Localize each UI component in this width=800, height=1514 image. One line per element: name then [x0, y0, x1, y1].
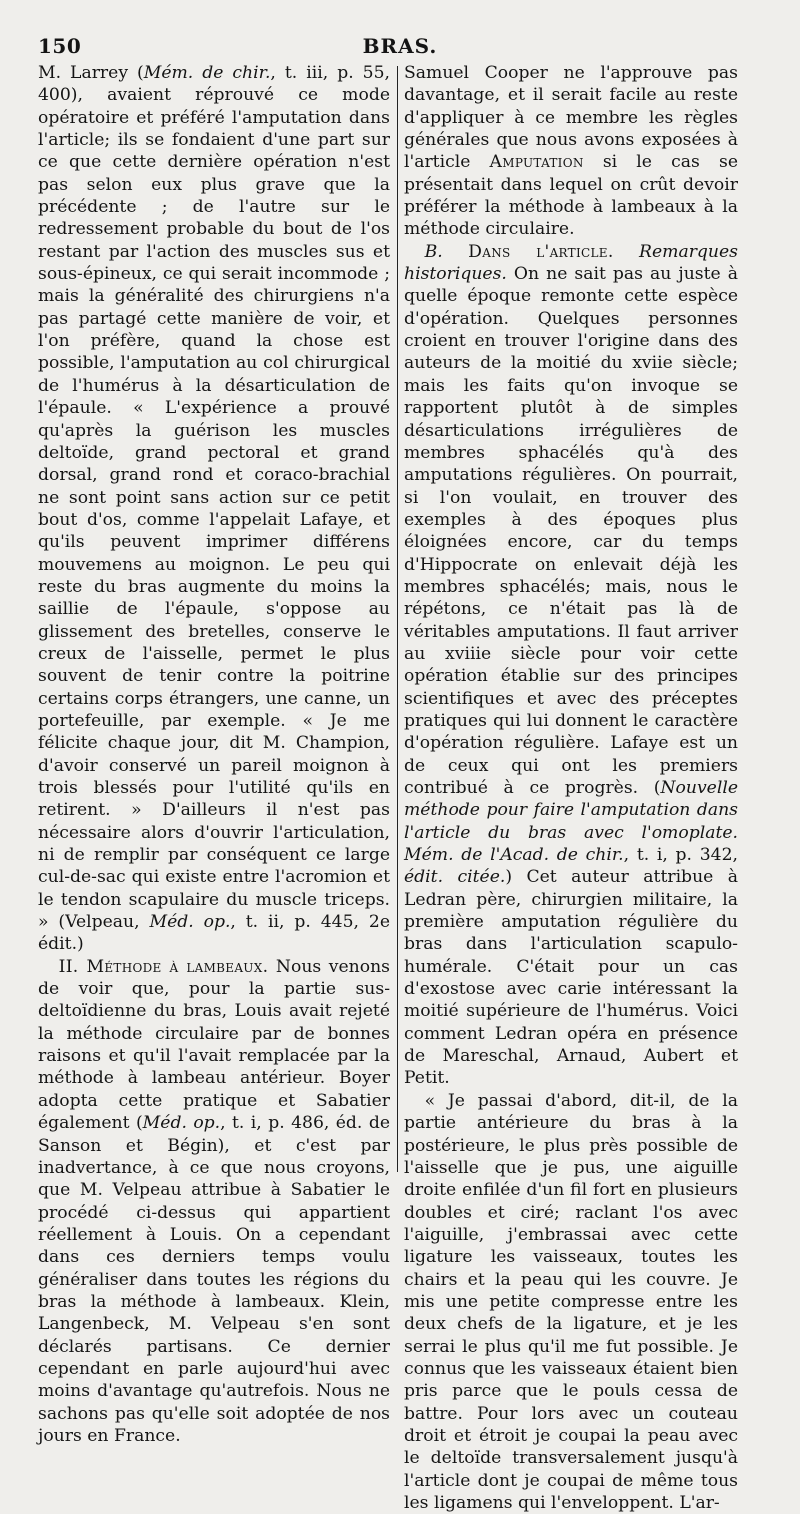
citation: édit. citée.	[404, 867, 506, 888]
paragraph	[38, 62, 390, 956]
text-run: « Je passai d'abord, dit-il, de la partie antérieure du bras à la postérieure, le plus près possible de l'aisselle que je pus, une aiguille droite enfilée d'un fil fort en plusieurs doubles et ciré; raclant l'os avec l'aiguille, j'embrassai avec cette ligature les vaisseaux, toutes les chairs et la peau qui les couvre. Je mis une petite compresse entre les deux chefs de la ligature, et je les serrai le plus qu'il me fut possible. Je connus que les vaisseaux étaient bien pris parce que le pouls cessa de battre. Pour lors avec un couteau droit et étroit je coupai la peau avec le deltoïde transversalement jusqu'à l'article dont je coupai de même tous les ligamens qui l'enveloppent. L'ar-	[404, 1090, 738, 1513]
section-title: Remarques historiques.	[404, 241, 738, 285]
text-run: , t. iii, p. 55, 400), avaient réprouvé ce mode opératoire et préféré l'amputation dans l'article; ils se fondaient d'une part sur ce que cette dernière opération n'est pas selon eux plus grave que la précédente ; de l'autre sur le redressement probable du bout de l'os restant par l'action des muscles sus et sous-épineux, ce qui serait incommode ; mais la généralité des chirurgiens n'a pas partagé cette manière de voir, et l'on préfère, quand la chose est possible, l'amputation au col chirurgical de l'humérus à la désarticulation de l'épaule. « L'expérience a prouvé qu'après la guérison les muscles deltoïde, grand pectoral et grand dorsal, grand rond et coraco-brachial ne sont point sans action sur ce petit bout d'os, comme l'appelait Lafaye, et qu'ils peuvent imprimer différens mouvemens au moignon. Le peu qui reste du bras augmente du moins la saillie de l'épaule, s'oppose au glissement des bretelles, conserve le creux de l'aisselle, permet le plus souvent de tenir contre la poitrine certains corps étrangers, une canne, un portefeuille, par exemple. « Je me félicite chaque jour, dit M. Champion, d'avoir conservé un pareil moignon à trois blessés pour l'utilité qu'ils en retirent. » D'ailleurs il n'est pas nécessaire alors d'ouvrir l'articulation, ni de remplir par conséquent ce large cul-de-sac qui existe entre l'acromion et le tendon scapulaire du muscle triceps. » (Velpeau,	[38, 63, 390, 933]
column-divider	[397, 66, 398, 1172]
text-run: ) Cet auteur attribue à Ledran père, chirurgien militaire, la première amputation régulière du bras dans l'articulation scapulo-humérale. C'était pour un cas d'exostose avec carie intéressant la moitié supérieure de l'humérus. Voici comment Ledran opéra en présence de Mareschal, Arnaud, Aubert et Petit.	[404, 867, 738, 1089]
text-run: Samuel Cooper ne l'approuve pas davantage, et il serait facile au reste d'appliquer à ce membre les règles générales que nous avons exposées à l'article	[404, 63, 738, 173]
text-run: , t. i, p. 486, éd. de Sanson et Bégin), et c'est par inadvertance, à ce que nous croyons, que M. Velpeau attribue à Sabatier le procédé ci-dessus qui appartient réellement à Louis. On a cependant dans ces derniers temps voulu généraliser dans toutes les régions du bras la méthode à lambeaux. Klein, Langenbeck, M. Velpeau s'en sont déclarés partisans. Ce dernier cependant en parle aujourd'hui avec moins d'avantage qu'autrefois. Nous ne sachons pas qu'elle soit adoptée de nos jours en France.	[38, 1113, 390, 1446]
text-run: On ne sait pas au juste à quelle époque remonte cette espèce d'opération. Quelques personnes croient en trouver l'origine dans des auteurs de la moitié du xviie siècle; mais les faits qu'on invoque se rapportent plutôt à de simples désarticulations irrégulières de membres sphacélés qu'à des amputations régulières. On pourrait, si l'on voulait, en trouver des exemples à des époques plus éloignées encore, car du temps d'Hippocrate on enlevait déjà les membres sphacélés; mais, nous le répétons, ce n'était pas là de véritables amputations. Il faut arriver au xviiie siècle pour voir cette opération établie sur des principes scientifiques et avec des préceptes pratiques qui lui donnent le caractère d'opération régulière. Lafaye est un de ceux qui ont les premiers contribué à ce progrès. (	[404, 264, 738, 798]
citation: Nouvelle méthode pour faire l'amputation dans l'article du bras avec l'omoplate. Mém. de l'Acad. de chir.	[404, 778, 738, 866]
paragraph	[404, 1090, 738, 1514]
paragraph	[404, 241, 738, 1090]
left-column	[38, 62, 391, 1446]
cross-reference: Amputation	[489, 152, 584, 173]
citation: Méd. op.	[149, 912, 231, 933]
text-run: Nous venons de voir que, pour la partie sus-deltoïdienne du bras, Louis avait rejeté la méthode circulaire par de bonnes raisons et qu'il l'avait remplacée par la méthode à lambeau antérieur. Boyer adopta cette pratique et Sabatier également (	[38, 956, 390, 1134]
paragraph	[38, 956, 390, 1448]
citation: Mém. de chir.	[143, 63, 271, 83]
text-run: , t. ii, p. 445, 2e édit.)	[38, 912, 391, 955]
right-column	[404, 62, 738, 1513]
text-run: M. Larrey (	[38, 63, 144, 83]
text-run: , t. i, p. 342,	[623, 845, 738, 866]
section-label: B.	[424, 241, 469, 262]
text-run: si le cas se présentait dans lequel on crût devoir préférer la méthode à lambeaux à la méthode circulaire.	[404, 152, 738, 240]
section-heading: II. Méthode à lambeaux.	[58, 956, 269, 977]
section-heading: Dans l'article.	[468, 241, 614, 262]
page-number: 150	[38, 34, 82, 58]
paragraph	[404, 62, 738, 241]
running-title: BRAS.	[362, 34, 438, 58]
citation: Méd. op.	[142, 1113, 221, 1134]
